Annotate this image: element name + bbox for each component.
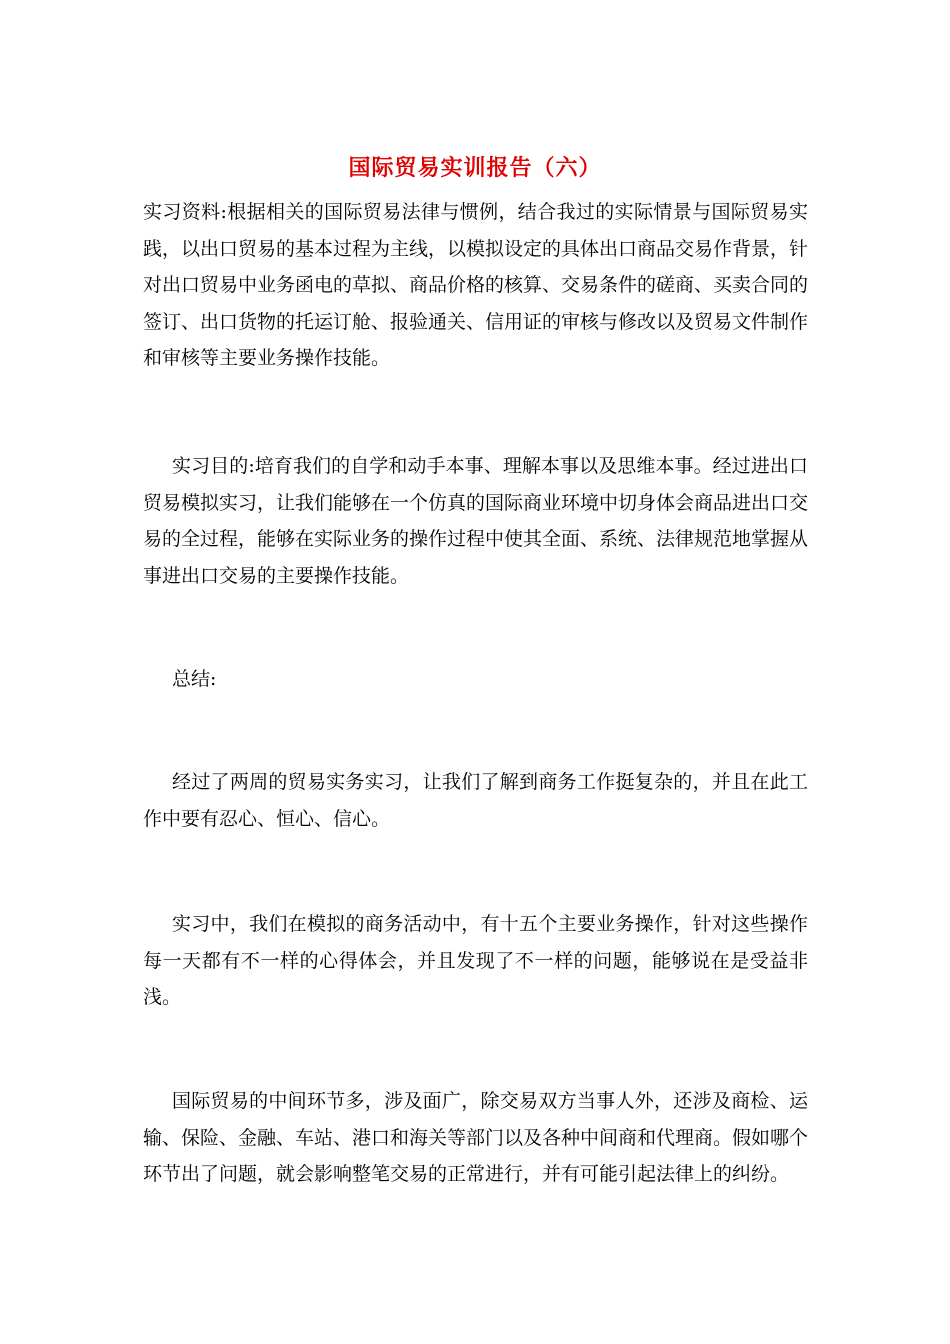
paragraph-materials: 实习资料:根据相关的国际贸易法律与惯例，结合我过的实际情景与国际贸易实践，以出口贸易的基本过程为主线，以模拟设定的具体出口商品交易作背景，针对出口贸易中业务函电的草拟、商品价格的核算、交易条件的磋商、买卖合同的签订、出口货物的托运订舱、报验通关、信用证的审核与修改以及贸易文件制作和审核等主要业务操作技能。 [143,201,809,369]
document-title: 国际贸易实训报告（六） [348,155,602,181]
paragraph-summary-heading: 总结: [172,668,217,690]
paragraph-purpose: 实习目的:培育我们的自学和动手本事、理解本事以及思维本事。经过进出口贸易模拟实习，让我们能够在一个仿真的国际商业环境中切身体会商品进出口交易的全过程，能够在实际业务的操作过程中使其全面、系统、法律规范地掌握从事进出口交易的主要操作技能。 [143,455,809,587]
paragraph-summary-1: 经过了两周的贸易实务实习，让我们了解到商务工作挺复杂的，并且在此工作中要有忍心、恒心、信心。 [143,771,808,830]
paragraph-summary-2: 实习中，我们在模拟的商务活动中，有十五个主要业务操作，针对这些操作每一天都有不一样的心得体会，并且发现了不一样的问题，能够说在是受益非浅。 [143,913,808,1008]
paragraph-summary-3: 国际贸易的中间环节多，涉及面广，除交易双方当事人外，还涉及商检、运输、保险、金融、车站、港口和海关等部门以及各种中间商和代理商。假如哪个环节出了问题，就会影响整笔交易的正常进行，并有可能引起法律上的纠纷。 [143,1090,809,1185]
